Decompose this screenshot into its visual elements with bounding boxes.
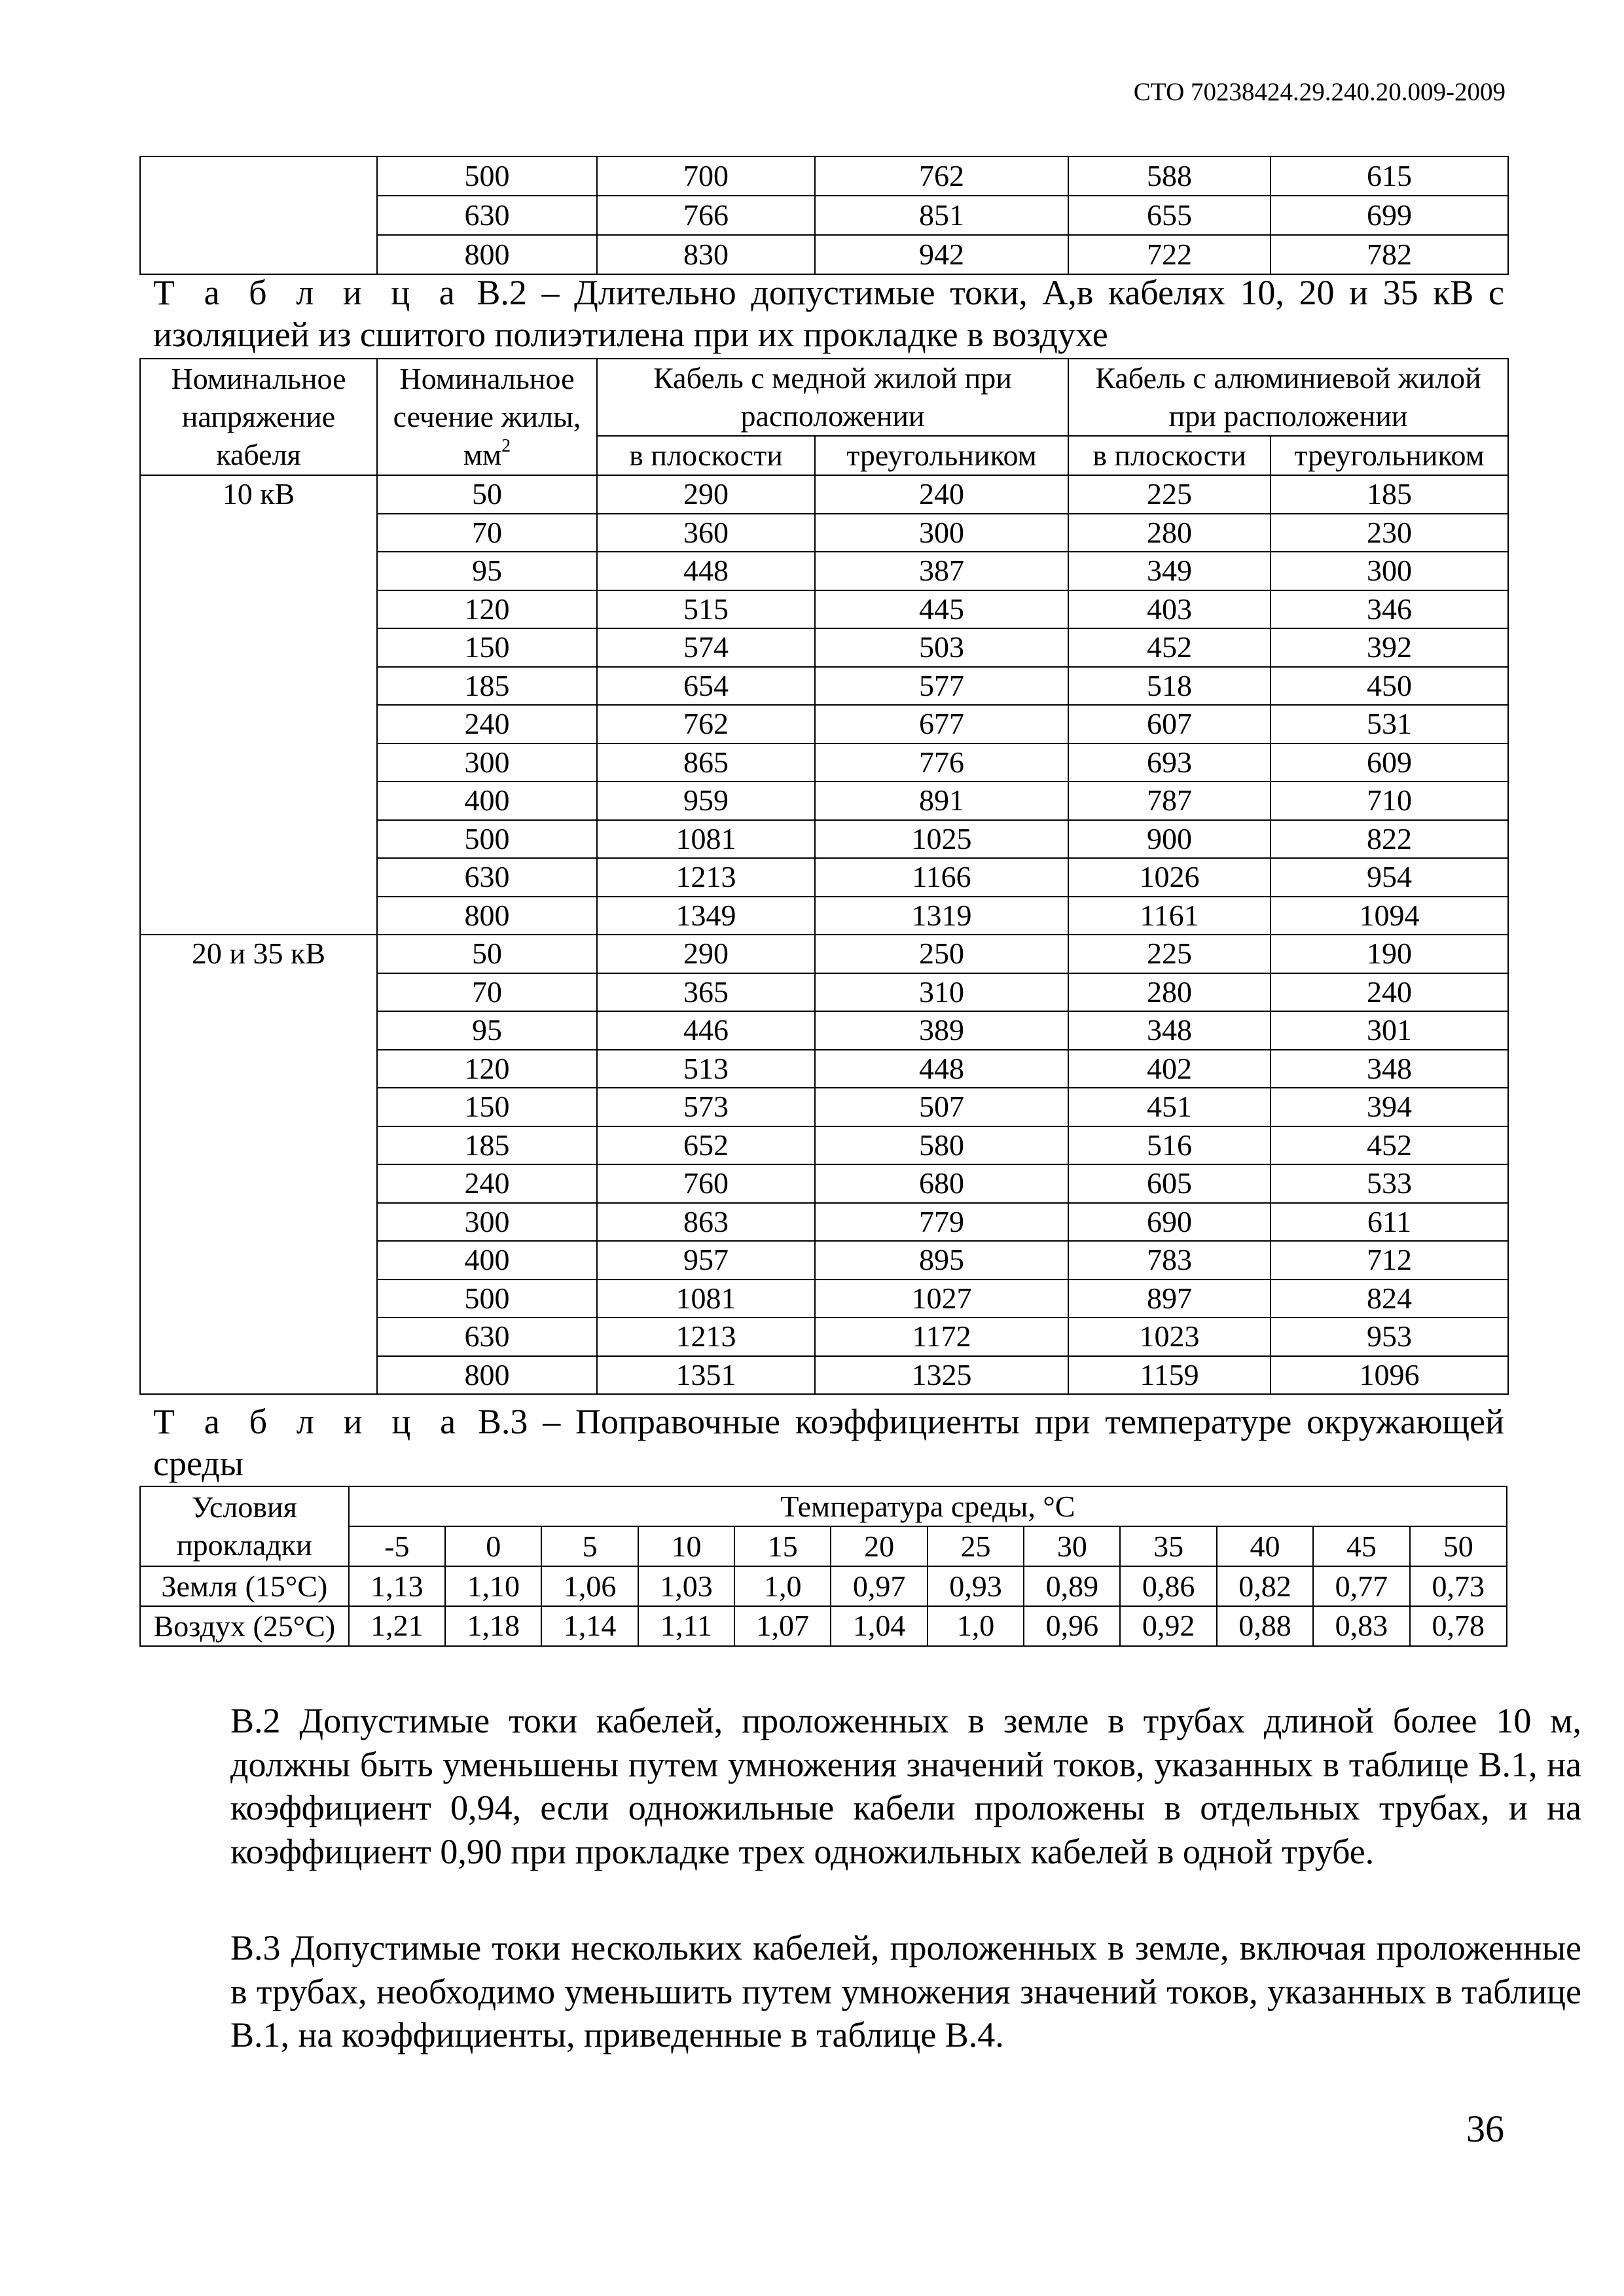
temperature-header: 20 xyxy=(831,1526,927,1566)
table-cell: 500 xyxy=(377,156,597,196)
table-cell: 448 xyxy=(597,552,815,590)
table-cell: 1023 xyxy=(1068,1318,1271,1356)
table-cell: 518 xyxy=(1068,667,1271,706)
table-cell: 387 xyxy=(815,552,1068,590)
table-cell: 0,88 xyxy=(1217,1606,1313,1646)
table-cell: 1025 xyxy=(815,820,1068,859)
table-cell: 0,97 xyxy=(831,1566,927,1606)
table-cell: 1325 xyxy=(815,1356,1068,1395)
table-cell: 1027 xyxy=(815,1280,1068,1318)
temperature-header: 25 xyxy=(928,1526,1024,1566)
table-cell: 1,0 xyxy=(928,1606,1024,1646)
table-b3 xyxy=(139,1486,1507,1647)
table-cell: 830 xyxy=(597,235,815,274)
temperature-header: 50 xyxy=(1410,1526,1507,1566)
table-cell: 895 xyxy=(815,1241,1068,1280)
table-cell: 1,13 xyxy=(349,1566,445,1606)
table-cell: 0,93 xyxy=(928,1566,1024,1606)
table-cell: 185 xyxy=(377,667,597,706)
table-cell: 290 xyxy=(597,475,815,514)
table-cell: 1161 xyxy=(1068,897,1271,935)
paragraph-b3: В.3 Допустимые токи нескольких кабелей, проложенных в земле, включая проложенные в трубах, необходимо уменьшить путем умножения значений токов, указанных в таблице В.1, на коэффициенты, приведенные в таблице В.4. xyxy=(230,1928,1581,2054)
table-b2 xyxy=(139,358,1509,1395)
header-voltage: Номинальное напряжение кабеля xyxy=(140,359,377,475)
table-cell: 348 xyxy=(1271,1050,1508,1088)
table-cell: 712 xyxy=(1271,1241,1508,1280)
table-caption-label: Т а б л и ц а xyxy=(153,1402,463,1441)
table-cell: 1081 xyxy=(597,820,815,859)
temperature-header: 40 xyxy=(1217,1526,1313,1566)
header-copper: Кабель с медной жилой при расположении xyxy=(597,359,1068,436)
table-cell: 824 xyxy=(1271,1280,1508,1318)
table-cell: 1351 xyxy=(597,1356,815,1395)
table-cell: 677 xyxy=(815,705,1068,744)
table-cell: 0,77 xyxy=(1313,1566,1409,1606)
condition-cell: Земля (15°С) xyxy=(140,1566,349,1606)
table-cell: 693 xyxy=(1068,744,1271,782)
table-cell: 515 xyxy=(597,590,815,629)
table-cell: 1213 xyxy=(597,1318,815,1356)
table-cell: 652 xyxy=(597,1126,815,1165)
table-cell: 690 xyxy=(1068,1203,1271,1242)
header-copper-triangle: треугольником xyxy=(815,436,1068,475)
table-cell: 863 xyxy=(597,1203,815,1242)
table-cell: 897 xyxy=(1068,1280,1271,1318)
temperature-header: 30 xyxy=(1024,1526,1120,1566)
table-cell: 0,73 xyxy=(1410,1566,1507,1606)
table-cell: 630 xyxy=(377,1318,597,1356)
voltage-cell: 10 кВ xyxy=(140,475,377,935)
table-cell: 280 xyxy=(1068,514,1271,552)
table-cell: 1,07 xyxy=(734,1606,831,1646)
table-cell: 954 xyxy=(1271,858,1508,897)
table-cell: 531 xyxy=(1271,705,1508,744)
table-cell: 120 xyxy=(377,590,597,629)
table-cell: 760 xyxy=(597,1164,815,1203)
table-cell: 865 xyxy=(597,744,815,782)
header-conditions: Условия прокладки xyxy=(140,1486,349,1566)
table-cell: 1166 xyxy=(815,858,1068,897)
table-cell: 240 xyxy=(815,475,1068,514)
table-cell: 403 xyxy=(1068,590,1271,629)
table-cell: 787 xyxy=(1068,781,1271,820)
page-number: 36 xyxy=(1466,2108,1504,2150)
table-cell: 516 xyxy=(1068,1126,1271,1165)
table-cell: 349 xyxy=(1068,552,1271,590)
table-b2-caption xyxy=(153,272,1504,355)
table-cell: 953 xyxy=(1271,1318,1508,1356)
table-cell: 0,83 xyxy=(1313,1606,1409,1646)
table-cell: 360 xyxy=(597,514,815,552)
table-cell: 766 xyxy=(597,196,815,235)
table-cell: 1026 xyxy=(1068,858,1271,897)
table-cell: 607 xyxy=(1068,705,1271,744)
temperature-header: 5 xyxy=(541,1526,638,1566)
table-cell: 402 xyxy=(1068,1050,1271,1088)
header-copper-flat: в плоскости xyxy=(597,436,815,475)
table-cell: 70 xyxy=(377,973,597,1012)
table-cell: 513 xyxy=(597,1050,815,1088)
table-cell: 776 xyxy=(815,744,1068,782)
table-cell: 1,11 xyxy=(638,1606,734,1646)
table-cell: 400 xyxy=(377,781,597,820)
table-row xyxy=(140,156,1508,196)
table-cell: 452 xyxy=(1068,628,1271,667)
document-code: СТО 70238424.29.240.20.009-2009 xyxy=(1133,78,1506,106)
table-cell: 1,10 xyxy=(445,1566,541,1606)
table-cell: 1349 xyxy=(597,897,815,935)
condition-cell: Воздух (25°С) xyxy=(140,1606,349,1646)
empty-cell xyxy=(140,156,377,274)
table-cell: 70 xyxy=(377,514,597,552)
temperature-header: 10 xyxy=(638,1526,734,1566)
table-cell: 225 xyxy=(1068,935,1271,973)
table-cell: 389 xyxy=(815,1011,1068,1050)
table-cell: 240 xyxy=(377,705,597,744)
table-cell: 50 xyxy=(377,935,597,973)
table-cell: 0,86 xyxy=(1120,1566,1216,1606)
table-cell: 1,03 xyxy=(638,1566,734,1606)
table-cell: 710 xyxy=(1271,781,1508,820)
table-cell: 300 xyxy=(1271,552,1508,590)
table-cell: 150 xyxy=(377,1088,597,1126)
table-cell: 346 xyxy=(1271,590,1508,629)
table-cell: 392 xyxy=(1271,628,1508,667)
table-cell: 762 xyxy=(597,705,815,744)
table-b3-caption xyxy=(153,1401,1504,1484)
table-caption-label: Т а б л и ц а xyxy=(153,273,462,312)
table-cell: 310 xyxy=(815,973,1068,1012)
table-cell: 452 xyxy=(1271,1126,1508,1165)
table-cell: 722 xyxy=(1068,235,1271,274)
table-cell: 150 xyxy=(377,628,597,667)
table-cell: 365 xyxy=(597,973,815,1012)
table-cell: 573 xyxy=(597,1088,815,1126)
table-cell: 611 xyxy=(1271,1203,1508,1242)
table-cell: 50 xyxy=(377,475,597,514)
table-cell: 1319 xyxy=(815,897,1068,935)
table-cell: 957 xyxy=(597,1241,815,1280)
table-cell: 1096 xyxy=(1271,1356,1508,1395)
table-cell: 0,78 xyxy=(1410,1606,1507,1646)
table-cell: 400 xyxy=(377,1241,597,1280)
table-cell: 900 xyxy=(1068,820,1271,859)
temperature-header: 15 xyxy=(734,1526,831,1566)
table-cell: 800 xyxy=(377,1356,597,1395)
table-cell: 655 xyxy=(1068,196,1271,235)
table-cell: 1172 xyxy=(815,1318,1068,1356)
table-cell: 762 xyxy=(815,156,1068,196)
table-cell: 588 xyxy=(1068,156,1271,196)
table-cell: 503 xyxy=(815,628,1068,667)
table-cell: 800 xyxy=(377,897,597,935)
table-cell: 280 xyxy=(1068,973,1271,1012)
table-cell: 500 xyxy=(377,820,597,859)
table-cell: 580 xyxy=(815,1126,1068,1165)
table-cell: 1081 xyxy=(597,1280,815,1318)
table-cell: 1213 xyxy=(597,858,815,897)
voltage-cell: 20 и 35 кВ xyxy=(140,935,377,1394)
table-cell: 577 xyxy=(815,667,1068,706)
table-cell: 445 xyxy=(815,590,1068,629)
table-row xyxy=(140,1566,1507,1606)
header-section-text: Номинальное сечение жилы, мм xyxy=(393,362,581,471)
table-cell: 290 xyxy=(597,935,815,973)
table-cell: 1,14 xyxy=(541,1606,638,1646)
table-cell: 0,92 xyxy=(1120,1606,1216,1646)
table-cell: 699 xyxy=(1271,196,1508,235)
table-cell: 120 xyxy=(377,1050,597,1088)
table-cell: 779 xyxy=(815,1203,1068,1242)
header-aluminium-flat: в плоскости xyxy=(1068,436,1271,475)
table-cell: 891 xyxy=(815,781,1068,820)
header-temperature: Температура среды, °С xyxy=(349,1486,1507,1526)
table-cell: 0,82 xyxy=(1217,1566,1313,1606)
table-cell: 959 xyxy=(597,781,815,820)
table-cell: 942 xyxy=(815,235,1068,274)
table-cell: 700 xyxy=(597,156,815,196)
table-cell: 1,18 xyxy=(445,1606,541,1646)
table-cell: 630 xyxy=(377,196,597,235)
table-cell: 533 xyxy=(1271,1164,1508,1203)
table-row xyxy=(140,1606,1507,1646)
table-cell: 446 xyxy=(597,1011,815,1050)
table-caption-text: В.3 – Поправочные коэффициенты при температуре окружающей среды xyxy=(153,1402,1505,1483)
table-row xyxy=(140,935,1508,973)
header-section xyxy=(377,359,597,475)
table-cell: 615 xyxy=(1271,156,1508,196)
table-b1-continuation xyxy=(139,156,1509,275)
table-cell: 800 xyxy=(377,235,597,274)
table-cell: 1,04 xyxy=(831,1606,927,1646)
table-cell: 605 xyxy=(1068,1164,1271,1203)
table-cell: 783 xyxy=(1068,1241,1271,1280)
table-cell: 1094 xyxy=(1271,897,1508,935)
temperature-header: 35 xyxy=(1120,1526,1216,1566)
table-cell: 190 xyxy=(1271,935,1508,973)
table-cell: 230 xyxy=(1271,514,1508,552)
table-cell: 240 xyxy=(1271,973,1508,1012)
header-section-sup: 2 xyxy=(501,436,511,456)
table-cell: 0,89 xyxy=(1024,1566,1120,1606)
table-cell: 1,21 xyxy=(349,1606,445,1646)
table-cell: 450 xyxy=(1271,667,1508,706)
table-caption-text: В.2 – Длительно допустимые токи, А,в кабелях 10, 20 и 35 кВ с изоляцией из сшитого полиэтилена при их прокладке в воздухе xyxy=(153,273,1505,354)
table-cell: 448 xyxy=(815,1050,1068,1088)
table-cell: 507 xyxy=(815,1088,1068,1126)
table-cell: 1159 xyxy=(1068,1356,1271,1395)
table-cell: 630 xyxy=(377,858,597,897)
header-aluminium-triangle: треугольником xyxy=(1271,436,1508,475)
table-cell: 822 xyxy=(1271,820,1508,859)
table-row xyxy=(140,475,1508,514)
header-aluminium: Кабель с алюминиевой жилой при расположении xyxy=(1068,359,1508,436)
table-cell: 300 xyxy=(377,744,597,782)
table-cell: 185 xyxy=(377,1126,597,1165)
temperature-header: 45 xyxy=(1313,1526,1409,1566)
table-cell: 95 xyxy=(377,552,597,590)
table-cell: 240 xyxy=(377,1164,597,1203)
table-cell: 300 xyxy=(815,514,1068,552)
table-cell: 609 xyxy=(1271,744,1508,782)
table-cell: 574 xyxy=(597,628,815,667)
table-cell: 1,0 xyxy=(734,1566,831,1606)
paragraph-b2: В.2 Допустимые токи кабелей, проложенных в земле в трубах длиной более 10 м, должны быть уменьшены путем умножения значений токов, указанных в таблице В.1, на коэффициент 0,94, если одножильные кабели проложены в отдельных трубах, и на коэффициент 0,90 при прокладке трех одножильных кабелей в одной трубе. xyxy=(230,1701,1581,1871)
table-cell: 394 xyxy=(1271,1088,1508,1126)
table-cell: 680 xyxy=(815,1164,1068,1203)
table-cell: 95 xyxy=(377,1011,597,1050)
table-cell: 654 xyxy=(597,667,815,706)
table-cell: 851 xyxy=(815,196,1068,235)
temperature-header: 0 xyxy=(445,1526,541,1566)
table-cell: 185 xyxy=(1271,475,1508,514)
table-cell: 782 xyxy=(1271,235,1508,274)
table-cell: 250 xyxy=(815,935,1068,973)
temperature-header: -5 xyxy=(349,1526,445,1566)
table-cell: 300 xyxy=(377,1203,597,1242)
table-cell: 0,96 xyxy=(1024,1606,1120,1646)
table-cell: 348 xyxy=(1068,1011,1271,1050)
table-cell: 451 xyxy=(1068,1088,1271,1126)
table-cell: 1,06 xyxy=(541,1566,638,1606)
table-cell: 225 xyxy=(1068,475,1271,514)
table-cell: 301 xyxy=(1271,1011,1508,1050)
table-cell: 500 xyxy=(377,1280,597,1318)
